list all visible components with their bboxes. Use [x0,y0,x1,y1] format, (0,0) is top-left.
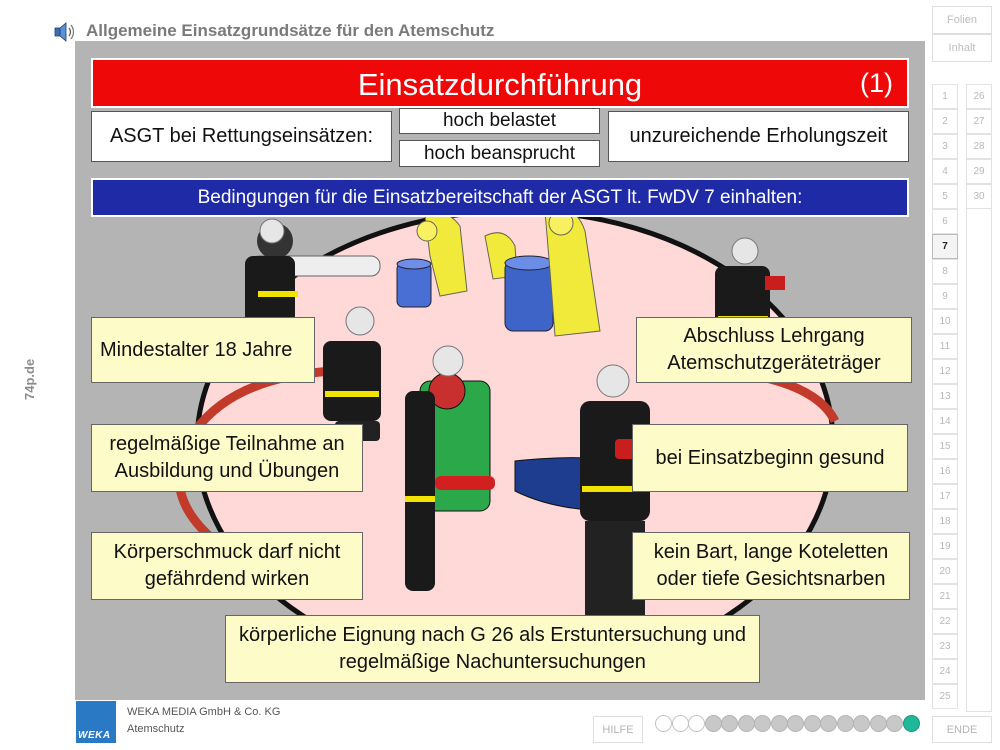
requirement-box: Abschluss Lehrgang Atemschutzgeräteträger [636,317,912,383]
progress-dot [738,715,755,732]
progress-dot [837,715,854,732]
requirement-box: körperliche Eignung nach G 26 als Erstuntersuchung und regelmäßige Nachuntersuchungen [225,615,760,683]
page-button-13[interactable]: 13 [932,384,958,409]
page-button-20[interactable]: 20 [932,559,958,584]
page-button-26[interactable]: 26 [966,84,992,109]
page-button-14[interactable]: 14 [932,409,958,434]
page-button-6[interactable]: 6 [932,209,958,234]
condition-label: ASGT bei Rettungseinsätzen: [91,111,392,162]
slide-title: Einsatzdurchführung [357,67,643,102]
page-button-15[interactable]: 15 [932,434,958,459]
progress-dot [804,715,821,732]
page-button-3[interactable]: 3 [932,134,958,159]
requirement-box: kein Bart, lange Koteletten oder tiefe Gesichtsnarben [632,532,910,600]
page-button-11[interactable]: 11 [932,334,958,359]
progress-dot [754,715,771,732]
progress-dot [903,715,920,732]
page-button-28[interactable]: 28 [966,134,992,159]
progress-dot [672,715,689,732]
page-button-5[interactable]: 5 [932,184,958,209]
page-button-24[interactable]: 24 [932,659,958,684]
page-button-30[interactable]: 30 [966,184,992,209]
progress-dot [787,715,804,732]
page-button-12[interactable]: 12 [932,359,958,384]
presentation-title: Allgemeine Einsatzgrundsätze für den Atemschutz [86,21,495,40]
requirement-box: regelmäßige Teilnahme an Ausbildung und Übungen [91,424,363,492]
progress-dot [771,715,788,732]
page-button-2[interactable]: 2 [932,109,958,134]
slide-number: (1) [860,68,893,98]
page-button-10[interactable]: 10 [932,309,958,334]
slide-canvas [75,41,925,700]
page-button-23[interactable]: 23 [932,634,958,659]
condition-high-load: hoch belastet [399,108,600,134]
side-watermark: 74p.de [22,358,37,400]
page-button-27[interactable]: 27 [966,109,992,134]
footer-company: WEKA MEDIA GmbH & Co. KG [127,706,281,718]
hilfe-button[interactable]: HILFE [593,716,643,743]
progress-dot [721,715,738,732]
page-button-16[interactable]: 16 [932,459,958,484]
speaker-icon[interactable] [54,22,76,42]
requirement-box: Mindestalter 18 Jahre [91,317,315,383]
page-button-22[interactable]: 22 [932,609,958,634]
requirement-box: bei Einsatzbeginn gesund [632,424,908,492]
page-button-8[interactable]: 8 [932,259,958,284]
ende-button[interactable]: ENDE [932,716,992,743]
condition-recovery: unzureichende Erholungszeit [608,111,909,162]
page-button-1[interactable]: 1 [932,84,958,109]
progress-dot [886,715,903,732]
page-button-17[interactable]: 17 [932,484,958,509]
conditions-banner: Bedingungen für die Einsatzbereitschaft der ASGT lt. FwDV 7 einhalten: [91,178,909,217]
page-button-18[interactable]: 18 [932,509,958,534]
progress-dot [853,715,870,732]
page-button-9[interactable]: 9 [932,284,958,309]
page-button-7[interactable]: 7 [932,234,958,259]
slide-title-bar [91,58,909,108]
weka-logo [76,701,116,743]
condition-high-strain: hoch beansprucht [399,140,600,167]
inhalt-button[interactable]: Inhalt [932,34,992,62]
progress-dot [870,715,887,732]
progress-dot [820,715,837,732]
progress-dot [688,715,705,732]
slide-progress [655,713,935,733]
page-scrollbar[interactable] [966,208,992,712]
weka-logo-text: WEKA [78,730,111,741]
page-button-21[interactable]: 21 [932,584,958,609]
progress-dot [705,715,722,732]
requirement-box: Körperschmuck darf nicht gefährdend wirken [91,532,363,600]
footer-product: Atemschutz [127,723,185,735]
progress-dot [655,715,672,732]
page-button-19[interactable]: 19 [932,534,958,559]
page-button-25[interactable]: 25 [932,684,958,709]
folien-button[interactable]: Folien [932,6,992,34]
page-button-4[interactable]: 4 [932,159,958,184]
page-button-29[interactable]: 29 [966,159,992,184]
